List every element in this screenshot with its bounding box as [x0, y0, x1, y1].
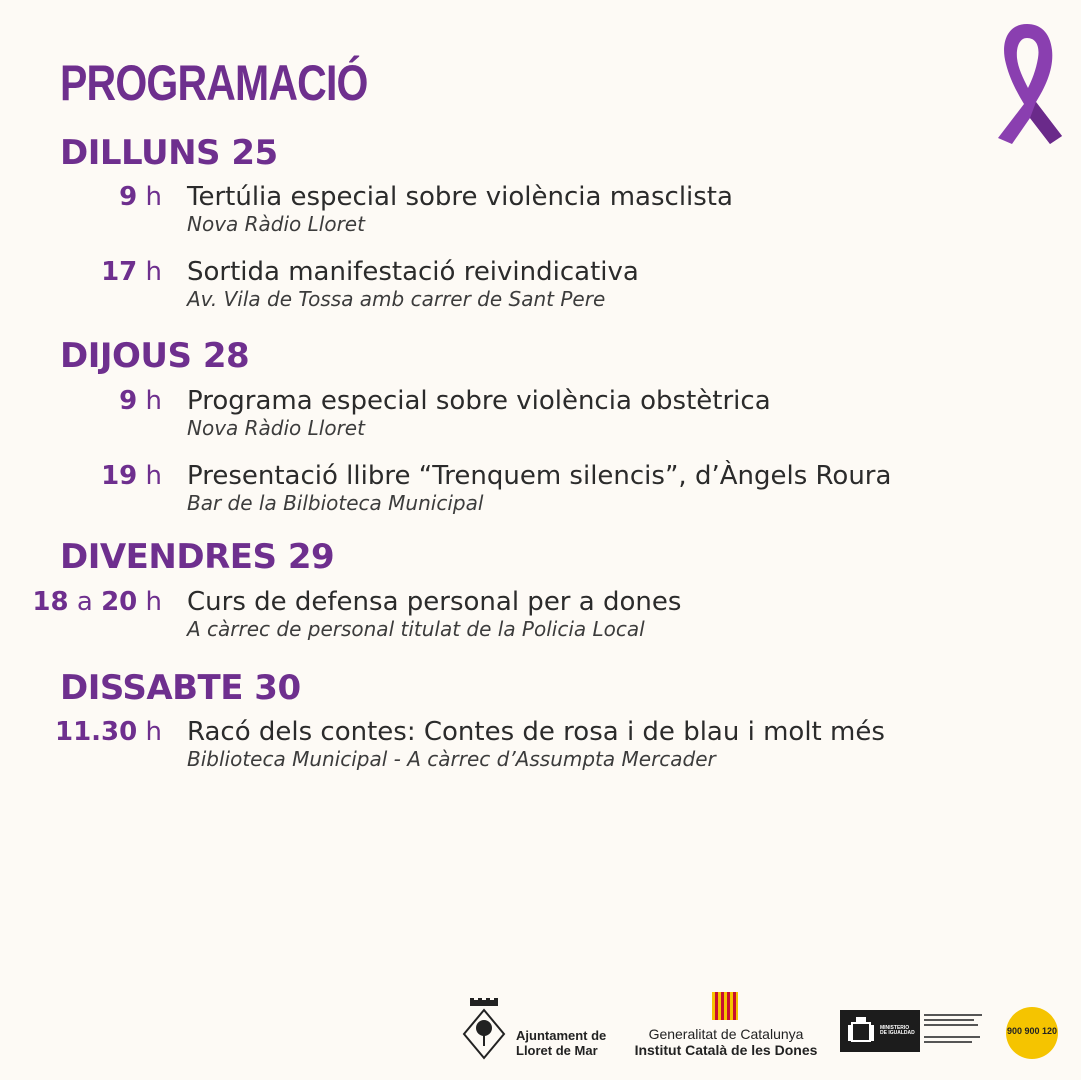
event-place: A càrrec de personal titulat de la Policia Local	[187, 617, 645, 641]
generalitat-line1: Generalitat de Catalunya	[648, 1026, 804, 1042]
ministerio-text-lines-icon	[924, 1012, 986, 1050]
event-time: 9 h	[119, 386, 162, 416]
event-item	[0, 181, 1081, 241]
event-time: 18 a 20 h	[32, 587, 162, 617]
coat-of-arms-icon	[848, 1017, 874, 1045]
generalitat-logo	[626, 990, 826, 1060]
page-title: PROGRAMACIÓ	[60, 55, 368, 111]
ministerio-line1: MINISTERIO	[880, 1025, 910, 1031]
event-title: Sortida manifestació reivindicativa	[187, 257, 639, 287]
ajuntament-line2: Lloret de Mar	[516, 1043, 598, 1058]
event-place: Av. Vila de Tossa amb carrer de Sant Pere	[187, 287, 606, 311]
ministerio-logo	[840, 1010, 988, 1052]
event-place: Bar de la Bilbioteca Municipal	[187, 491, 484, 515]
senyera-icon	[712, 992, 738, 1020]
ajuntament-logo	[462, 998, 612, 1064]
event-title: Tertúlia especial sobre violència masclista	[187, 182, 733, 212]
awareness-ribbon-icon	[990, 20, 1065, 148]
event-item	[0, 460, 1081, 520]
event-title: Programa especial sobre violència obstètrica	[187, 386, 771, 416]
event-time: 11.30 h	[55, 717, 162, 747]
event-title: Racó dels contes: Contes de rosa i de blau i molt més	[187, 717, 885, 747]
day-heading-dilluns: DILLUNS 25	[60, 133, 278, 173]
event-place: Biblioteca Municipal - A càrrec d’Assumpta Mercader	[187, 747, 716, 771]
event-place: Nova Ràdio Lloret	[187, 416, 365, 440]
event-time: 19 h	[101, 461, 162, 491]
event-item	[0, 385, 1081, 445]
event-time: 9 h	[119, 182, 162, 212]
event-title: Presentació llibre “Trenquem silencis”, d’Àngels Roura	[187, 461, 892, 491]
event-title: Curs de defensa personal per a dones	[187, 587, 682, 617]
event-item	[0, 716, 1081, 776]
town-crest-icon	[462, 998, 506, 1064]
sponsor-logos	[0, 990, 1081, 1070]
generalitat-line2: Institut Català de les Dones	[634, 1042, 818, 1058]
helpline-logo	[1005, 1006, 1059, 1060]
day-heading-divendres: DIVENDRES 29	[60, 537, 335, 577]
ministerio-line2: DE IGUALDAD	[880, 1030, 915, 1036]
day-heading-dissabte: DISSABTE 30	[60, 668, 301, 708]
helpline-number: 900 900 120	[1006, 1026, 1058, 1036]
event-item	[0, 256, 1081, 316]
event-place: Nova Ràdio Lloret	[187, 212, 365, 236]
event-item	[0, 586, 1081, 646]
day-heading-dijous: DIJOUS 28	[60, 336, 250, 376]
ajuntament-line1: Ajuntament de	[516, 1028, 607, 1043]
event-time: 17 h	[101, 257, 162, 287]
ministerio-badge	[840, 1010, 920, 1052]
